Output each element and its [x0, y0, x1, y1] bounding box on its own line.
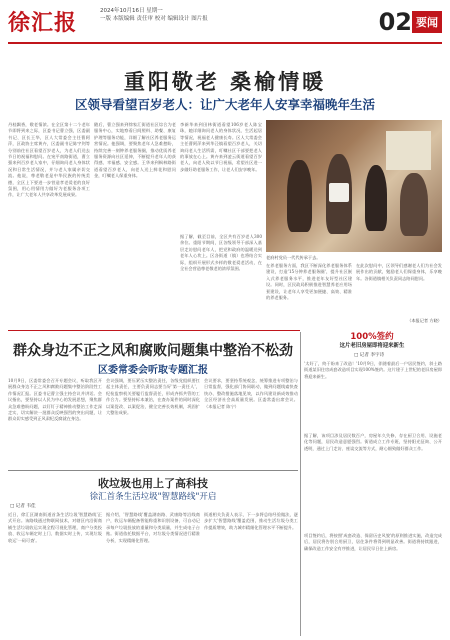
page-number: 02: [378, 8, 412, 36]
article4-para1: '太好了，终于盼来了改造！'10月9日，伴随着最后一户居民签约，斜土路街道某旧住房成套改造项目实现100%签约。这片建于上世纪的老旧房屋即将迎来新生。: [304, 361, 442, 379]
article2-col3: 会议要求，要坚持系统观念，统筹推进专项整治与日常监督，强化部门协同联动，做到问题线索快查快办、整改措施落地见效，以作风建设新成效推动全区经济社会高质量发展。区委常委出席会议。（本报记者 陈宁）: [204, 378, 298, 409]
article3-col2: 据介绍，'智慧路线'覆盖湖南路、武康路等沿线商户，收运车辆配备智能称重和识别设备，可自动记录每户垃圾投放的重量和分类质量，并生成电子台账。街道依托数据平台，对垃圾分类情况进行精准分析，实现精细化管理。: [106, 512, 200, 543]
article3-title: 收垃圾也用上了高科技: [98, 477, 208, 490]
article1-subtitle: 区领导看望百岁老人：让广大老年人安享幸福晚年生活: [74, 97, 375, 112]
article1-col3: 李新华来到田林街道看望106岁老人陈宝珠，她详细询问老人的身体状况、生活起居等情况，祝福老人健康长寿。区人大常委会主任曹阿萍来到华泾镇看望百岁老人，关切询问老人生活所需，叮嘱社区干部要把老人的事放在心上。黄卉来到凌云街道看望百岁老人，向老人致以节日祝福，希望社区进一步做好助老服务工作，让老人们安享晚年。: [180, 122, 262, 172]
article2-title: 群众身边不正之风和腐败问题集中整治不松劲: [13, 343, 293, 359]
article4-title: 100%签约: [350, 332, 394, 342]
section-badge: 要闻: [412, 11, 442, 33]
article2-col2: 会议强调，要压紧压实整治责任，各级党组织要扛起主体责任，主要负责同志要当好'第一责任人'，纪检监察机关要履行监督责任，形成齐抓共管的工作合力。要坚持标本兼治，在查办案件的同时深化以案促改、以案促治，健全完善长效机制，巩固扩大整治成果。: [106, 378, 200, 416]
article3-col1: 近日，徐汇区湖南街道首条生活垃圾'智慧路线'正式开启。该路线通过物联网技术，对辖区内沿街商铺生活垃圾收运实现全程可视化管理，商户分类投放、收运车辆定时上门、数据实时上传，实现垃圾收运'一码可查'。: [8, 512, 102, 543]
section-divider: [8, 330, 300, 331]
column-divider: [300, 332, 301, 636]
article3-byline: □ 记者 韦佳: [10, 504, 36, 509]
divider-article3: [8, 470, 298, 471]
masthead: [8, 4, 442, 40]
article2-subtitle: 区委常委会听取专题汇报: [98, 365, 208, 376]
issue-date: 2024年10月16日 星期一: [100, 8, 163, 14]
article1-side: 在此次慰问中，区领导们感谢老人们为社会发展作出的贡献，勉励老人们保重身体，乐享晚年。各街道镇相关负责同志陪同慰问。: [356, 263, 442, 281]
article1-credit: （本报记者 方晓）: [407, 318, 442, 323]
article1-title: 重阳敬老 桑榆情暖: [123, 69, 327, 94]
article2-col1: 10月9日，区委常委会召开专题会议，听取我区开展群众身边不正之风和腐败问题集中整治阶段性工作情况汇报。区委书记曹立强主持会议并讲话。会议指出，要坚持以人民为中心的发展思想，聚焦群众急难愁盼问题，以钉钉子精神推动整治工作走深走实，切实解决一批群众反映强烈的突出问题，让群众切实感受到正风肃纪反腐就在身边。: [8, 378, 102, 422]
article1-col2: 随后，曹立强来到徐家汇街道社区综合为老服务中心，实地察看日间照料、助餐、康复护理等服务功能，详细了解社区养老服务运营情况。他强调，要聚焦老年人急难愁盼，持续完善一刻钟养老服务圈，推动优质养老服务资源向社区延伸，不断提升老年人的获得感、幸福感、安全感。王华来到枫林路街道看望百岁老人，向老人送上鲜花和慰问金，叮嘱老人保重身体。: [94, 122, 176, 179]
article4-byline: □ 记者 李宇诗: [354, 353, 385, 358]
article1-col4: 据了解，截至目前，全区共有百岁老人300余位。重阳节期间，区各级领导干部深入基层走访慰问老年人，把党和政府的温暖送到老年人心坎上。区各街道（镇）也将结合实际，组织开展形式多样的敬老爱老活动，在全社会营造尊老敬老的浓厚氛围。: [180, 234, 262, 272]
article4-para2: 据了解，该项目涉及居民数百户，房屋年久失修，存在厨卫合用、设施老化等问题，居民改造意愿强烈。街道成立工作专班，坚持阳光征询、公开透明，通过上门走访、座谈交流等方式，耐心细致做好群众工作。: [304, 433, 442, 451]
masthead-rule: [8, 42, 442, 44]
masthead-meta: [100, 7, 208, 23]
newspaper-logo: 徐汇报: [8, 10, 78, 36]
photo-caption: 老府村党员一代代传承于去。: [266, 255, 321, 260]
article4-para3: 项目签约后，将按照'成套改造、保留历史风貌'的原则推进实施，改造完成后，居民将告别合用厨卫，居住条件将得到明显改善。街道将持续跟进，确保改造工作安全有序推进，让居民早日住上新房。: [304, 533, 442, 551]
article3-subtitle: 徐汇首条生活垃圾"智慧路线"开启: [89, 492, 217, 502]
article1-col5: 在养老服务方面，我区不断深化养老服务体系建设，打造'15分钟养老服务圈'，提升社区嵌入式养老服务水平，推进老年友好型社区建设。同时，区民政局积极推进智慧养老应用场景建设，让老年人享受更加便捷、高效、精准的养老服务。: [266, 263, 352, 301]
article1-col1: 丹桂飘香，敬老情浓。在全区第十二个老年节即将到来之际，区委书记曹立强，区委副书记、区长王华，区人大常委会主任曹阿萍，区政协主席黄卉，区委副书记陈宇剑等分别前往社区看望百岁老人，为老人们送去节日的祝福和慰问。在宛平南路街道，曹立强来到百岁老人家中，仔细询问老人身体状况和日常生活情况，并与老人家属亲切交流。他说，尊老敬老是中华民族的传统美德，全区上下要进一步营造孝老爱老的良好氛围，用心用情用力做好为老服务各项工作，让广大老年人共享改革发展成果。: [8, 122, 90, 198]
article3-col3: 街道相关负责人表示，下一步将总结经验做法，逐步扩大'智慧路线'覆盖范围，推动生活垃圾分类工作提质增效，助力城市精细化管理水平不断提升。: [204, 512, 298, 530]
article4-subtitle: 这片老旧房屋即将迎来新生: [339, 343, 405, 349]
seniors-photo: [266, 120, 442, 252]
editor-line: 一版 本版编辑 责任审 校对 编辑设计 图片报: [100, 16, 208, 22]
